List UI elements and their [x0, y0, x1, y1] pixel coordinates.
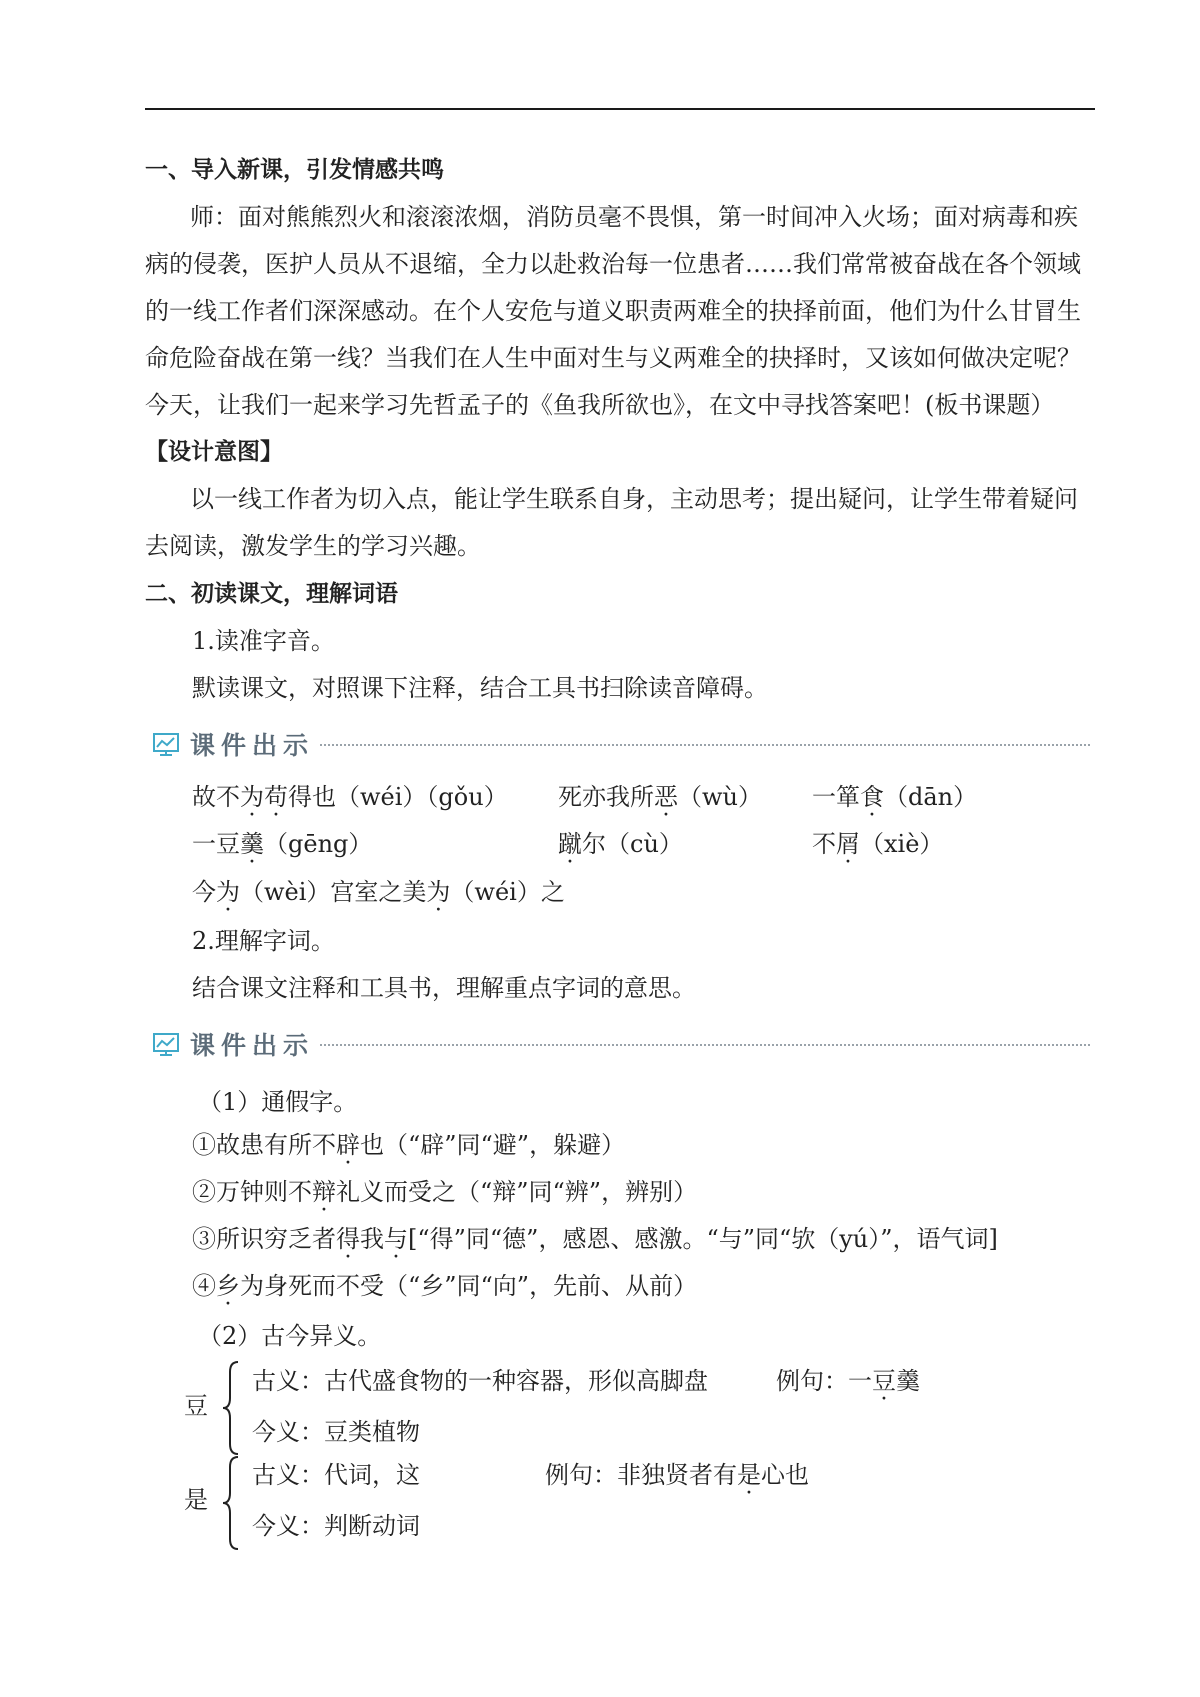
emphasis-char: 与 [384, 1225, 408, 1253]
pron-item: 一豆羹（gēng） [192, 830, 373, 858]
pron-item: 故不为苟得也（wéi）（gǒu） [192, 783, 508, 811]
section-2-heading: 二、初读课文，理解词语 [145, 581, 398, 607]
emphasis-char: 为 [216, 878, 240, 906]
emphasis-char: 辩 [312, 1178, 336, 1206]
tongjia-item: ①故患有所不辟也（“辟”同“避”，躲避） [192, 1131, 626, 1159]
courseware-callout [152, 726, 314, 762]
paragraph-line: 去阅读，激发学生的学习兴趣。 [145, 532, 481, 560]
emphasis-char: 蹴 [558, 830, 582, 858]
emphasis-char: 辟 [336, 1131, 360, 1159]
paragraph-line: 命危险奋战在第一线？当我们在人生中面对生与义两难全的抉择时，又该如何做决定呢？ [145, 344, 1081, 372]
step-1-label: 1.读准字音。 [192, 627, 335, 655]
ancient-meaning: 古义：代词，这 [252, 1461, 420, 1489]
callout-title: 课件出示 [190, 1031, 315, 1060]
paragraph-line: 以一线工作者为切入点，能让学生联系自身，主动思考；提出疑问，让学生带着疑问 [190, 485, 1078, 513]
pron-item: 一箪食（dān） [812, 783, 978, 811]
courseware-callout [152, 1026, 314, 1062]
paragraph-line: 师：面对熊熊烈火和滚滚浓烟，消防员毫不畏惧，第一时间冲入火场；面对病毒和疾 [190, 203, 1078, 231]
term-shi: 是 [184, 1486, 208, 1514]
tongjia-item: ③所识穷乏者得我与[“得”同“德”，感恩、感激。“与”同“欤（yú）”，语气词] [192, 1225, 998, 1253]
pron-item: 蹴尔（cù） [558, 830, 683, 858]
design-intent-heading: 【设计意图】 [145, 439, 283, 465]
section-1-heading: 一、导入新课，引发情感共鸣 [145, 157, 444, 183]
screen-chart-icon [152, 1031, 180, 1057]
paragraph-line: 病的侵袭，医护人员从不退缩，全力以赴救治每一位患者……我们常常被奋战在各个领域 [145, 250, 1081, 278]
subsection-title: （1）通假字。 [198, 1088, 358, 1116]
step-2-label: 2.理解字词。 [192, 927, 335, 955]
brace [220, 1360, 242, 1456]
emphasis-char: 恶 [654, 783, 678, 811]
emphasis-char: 屑 [836, 830, 860, 858]
callout-title: 课件出示 [190, 731, 315, 760]
pron-item: 不屑（xiè） [812, 830, 944, 858]
emphasis-char: 豆 [872, 1367, 896, 1395]
ancient-meaning: 古义：古代盛食物的一种容器，形似高脚盘 [252, 1367, 708, 1395]
term-dou: 豆 [184, 1392, 208, 1420]
emphasis-char: 为 [240, 783, 264, 811]
pron-item: 今为（wèi）宫室之美为（wéi）之 [192, 878, 565, 906]
emphasis-char: 是 [737, 1461, 761, 1489]
pron-item: 死亦我所恶（wù） [558, 783, 762, 811]
tongjia-item: ②万钟则不辩礼义而受之（“辩”同“辨”，辨别） [192, 1178, 698, 1206]
brace [220, 1455, 242, 1551]
example-sentence: 例句：非独贤者有是心也 [545, 1461, 809, 1489]
subsection-title: （2）古今异义。 [198, 1322, 382, 1350]
modern-meaning: 今义：豆类植物 [252, 1418, 420, 1446]
emphasis-char: 得 [336, 1225, 360, 1253]
paragraph-line: 今天，让我们一起来学习先哲孟子的《鱼我所欲也》，在文中寻找答案吧！(板书课题） [145, 391, 1055, 419]
header-rule [145, 108, 1095, 110]
screen-chart-icon [152, 731, 180, 757]
dotted-divider [320, 1044, 1090, 1046]
dotted-divider [320, 744, 1090, 746]
emphasis-char: 羹 [240, 830, 264, 858]
example-sentence: 例句：一豆羹 [776, 1367, 920, 1395]
emphasis-char: 为 [426, 878, 451, 906]
emphasis-char: 食 [860, 783, 884, 811]
emphasis-char: 苟 [264, 783, 288, 811]
step-2-text: 结合课文注释和工具书，理解重点字词的意思。 [192, 974, 696, 1002]
modern-meaning: 今义：判断动词 [252, 1512, 420, 1540]
emphasis-char: 乡 [216, 1272, 240, 1300]
tongjia-item: ④乡为身死而不受（“乡”同“向”，先前、从前） [192, 1272, 698, 1300]
paragraph-line: 的一线工作者们深深感动。在个人安危与道义职责两难全的抉择前面，他们为什么甘冒生 [145, 297, 1081, 325]
step-1-text: 默读课文，对照课下注释，结合工具书扫除读音障碍。 [192, 674, 768, 702]
